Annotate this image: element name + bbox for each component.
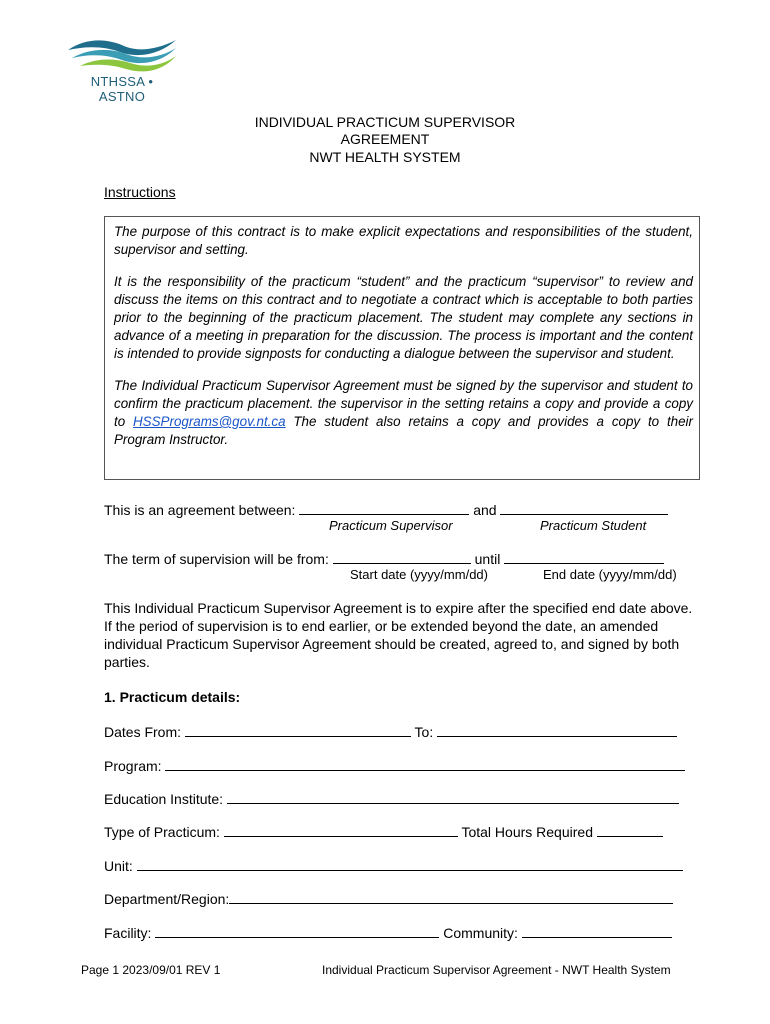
community-field[interactable] (522, 924, 672, 938)
expiry-paragraph: This Individual Practicum Supervisor Agreement is to expire after the specified end date above. If the period of supervision is to end earlier, or be extended beyond the date, an amended individual Practicum Supervisor Agreement should be created, agreed to, and signed by both parties. (104, 600, 693, 670)
document-title-line2: AGREEMENT (340, 131, 430, 147)
logo-wordmark: NTHSSA • ASTNO (90, 74, 154, 104)
instructions-paragraph-3 (114, 377, 693, 449)
instructions-paragraph-2: It is the responsibility of the practicum “student” and the practicum “supervisor” to review and discuss the items on this contract and to negotiate a contract which is acceptable to both parties prior to the beginning of the practicum placement. The student may complete any sections in advance of a meeting in preparation for the discussion. The process is important and the content is intended to provide signposts for conducting a dialogue between the supervisor and student. (114, 274, 693, 361)
nthssa-logo (66, 36, 178, 104)
start-date-field[interactable] (333, 550, 471, 564)
agreement-label: This is an agreement between: (104, 502, 296, 518)
email-link[interactable]: HSSPrograms@gov.nt.ca (133, 414, 286, 429)
type-of-practicum-label: Type of Practicum: (104, 824, 220, 840)
instructions-paragraph-1: The purpose of this contract is to make explicit expectations and responsibilities of the student, supervisor and setting. (114, 224, 693, 257)
to-label: To: (414, 724, 434, 740)
instructions-p3-before: The Individual Practicum Supervisor Agreement must be signed by the supervisor and student to confirm the practicum placement. the supervisor in the setting retains a copy and provide a copy to (114, 378, 693, 429)
facility-field[interactable] (155, 924, 439, 938)
department-region-field[interactable] (229, 890, 673, 904)
supervisor-caption: Practicum Supervisor (329, 518, 453, 533)
facility-label: Facility: (104, 925, 152, 941)
term-until: until (474, 551, 501, 567)
program-row (104, 757, 685, 775)
document-title-line3: NWT HEALTH SYSTEM (309, 149, 461, 165)
agreement-and: and (473, 502, 497, 518)
community-label: Community: (443, 925, 518, 941)
footer-document-title: Individual Practicum Supervisor Agreement - NWT Health System (322, 963, 671, 977)
student-caption: Practicum Student (540, 518, 647, 533)
instructions-box (104, 216, 700, 480)
document-title-line1: INDIVIDUAL PRACTICUM SUPERVISOR (254, 114, 516, 130)
wave-logo-icon (66, 36, 178, 74)
footer-page-info: Page 1 2023/09/01 REV 1 (81, 963, 221, 977)
term-label: The term of supervision will be from: (104, 551, 329, 567)
department-region-label: Department/Region: (104, 891, 230, 907)
department-region-row (104, 890, 673, 908)
total-hours-label: Total Hours Required (461, 824, 593, 840)
student-name-field[interactable] (500, 501, 668, 515)
instructions-p3-after: The student also retains a copy and provides a copy to their Program Instructor. (114, 414, 693, 447)
dates-from-label: Dates From: (104, 724, 182, 740)
instructions-heading: Instructions (104, 184, 176, 200)
start-date-caption: Start date (yyyy/mm/dd) (350, 567, 488, 582)
dates-row (104, 723, 677, 741)
unit-row (104, 857, 683, 875)
program-label: Program: (104, 758, 162, 774)
unit-field[interactable] (137, 857, 683, 871)
education-institute-row (104, 790, 679, 808)
agreement-row (104, 501, 668, 519)
section-1-heading: 1. Practicum details: (104, 689, 241, 705)
total-hours-field[interactable] (597, 823, 663, 837)
dates-from-field[interactable] (185, 723, 411, 737)
end-date-caption: End date (yyyy/mm/dd) (543, 567, 677, 582)
unit-label: Unit: (104, 858, 133, 874)
education-institute-field[interactable] (227, 790, 679, 804)
end-date-field[interactable] (504, 550, 664, 564)
education-institute-label: Education Institute: (104, 791, 224, 807)
term-row (104, 550, 664, 568)
dates-to-field[interactable] (437, 723, 677, 737)
supervisor-name-field[interactable] (299, 501, 469, 515)
type-of-practicum-row (104, 823, 663, 841)
facility-row (104, 924, 672, 942)
program-field[interactable] (165, 757, 685, 771)
type-of-practicum-field[interactable] (224, 823, 458, 837)
